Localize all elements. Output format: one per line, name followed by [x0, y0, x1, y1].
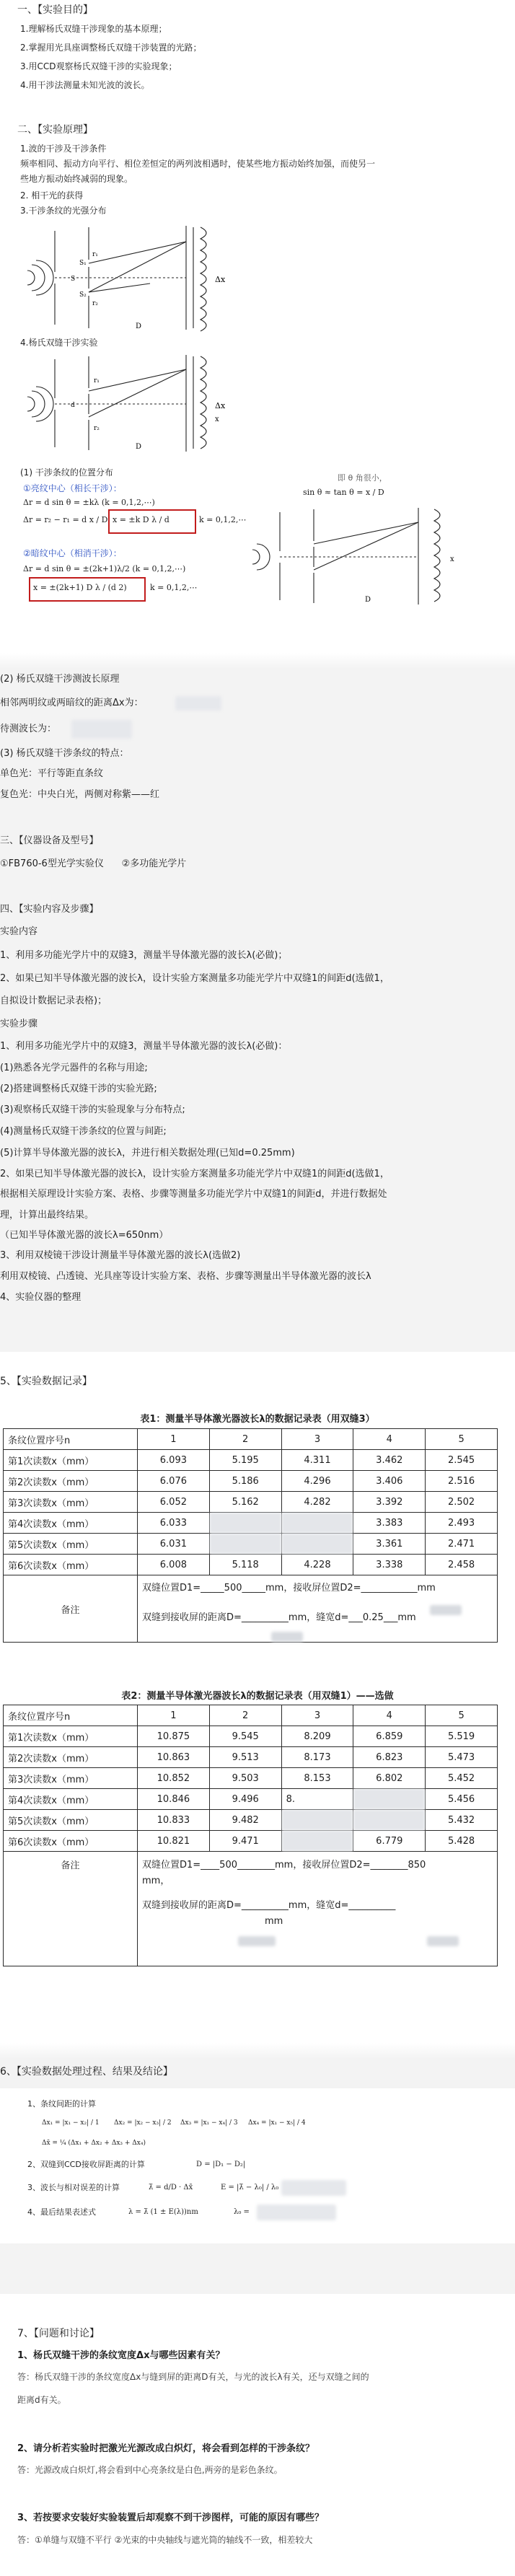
table1-note-line2: 双缝到接收屏的距离D=__________mm，缝宽d=___0.25___mm: [142, 1612, 416, 1623]
content-st4: 4、实验仪器的整理: [0, 1292, 82, 1303]
redacted-cell: [281, 1534, 353, 1555]
principle-s1-text1: 频率相同、振动方向平行、相位差恒定的两列波相遇时，使某些地方振动始终加强，而使另一: [20, 159, 376, 169]
table2-header-cell: 条纹位置序号n: [4, 1705, 138, 1726]
table-cell: 9.545: [209, 1726, 281, 1747]
table-cell: 5.456: [426, 1789, 498, 1810]
table1-header-cell: 2: [209, 1429, 281, 1450]
small-angle-eq: sin θ ≈ tan θ = x / D: [303, 488, 384, 497]
table-cell: 6.859: [353, 1726, 426, 1747]
row-label: 第2次读数x（mm）: [4, 1747, 138, 1768]
principle-s2-title: 2. 相干光的获得: [20, 190, 84, 201]
table2-note-line2b: mm: [265, 1916, 283, 1927]
proc-i1-eq2: Δx₂ = |x₂ − x₃| / 2: [114, 2119, 172, 2127]
table2-header-cell: 4: [353, 1705, 426, 1726]
equipment-line: ①FB760-6型光学实验仪 ②多功能光学片: [0, 858, 187, 869]
table2-header-cell: 5: [426, 1705, 498, 1726]
row-label: 第5次读数x（mm）: [4, 1534, 138, 1555]
proc-i4-eq2: λ₀ =: [234, 2208, 250, 2216]
table-cell: 2.493: [426, 1513, 498, 1534]
note-cell: [138, 1852, 498, 1966]
content-st1b: (2)搭建调整杨氏双缝干涉的实验光路;: [0, 1083, 157, 1094]
table-row: [4, 1534, 498, 1555]
svg-text:x: x: [215, 416, 219, 423]
table-row: [4, 1450, 498, 1471]
table-cell: 3.361: [353, 1534, 426, 1555]
purpose-heading: 一、【实验目的】: [17, 4, 93, 16]
table2-caption: 表2：测量半导体激光器波长λ的数据记录表（用双缝1）——选做: [121, 1691, 394, 1702]
bright-eq2: x = ±k D λ / d: [113, 515, 170, 524]
p3-mono: 单色光：平行等距直条纹: [0, 768, 104, 779]
note-label: 备注: [4, 1575, 138, 1643]
dark-eq1: Δr = d sin θ = ±(2k+1)λ/2 (k = 0,1,2,⋯): [23, 564, 186, 573]
table1-caption: 表1：测量半导体激光器波长λ的数据记录表（用双缝3）: [140, 1414, 375, 1425]
table-cell: 5.186: [209, 1471, 281, 1492]
table-cell: 6.033: [138, 1513, 210, 1534]
table-cell: 6.802: [353, 1768, 426, 1789]
proc-i4: 4、最后结果表述式: [27, 2207, 96, 2217]
table-cell: 6.779: [353, 1831, 426, 1852]
content-st2b: 根据相关原理设计实验方案、表格、步骤等测量多功能光学片中双缝1的间距d，并进行数据处: [0, 1189, 387, 1200]
table1-note-row: [4, 1575, 498, 1643]
row-label: 第3次读数x（mm）: [4, 1768, 138, 1789]
row-label: 第6次读数x（mm）: [4, 1831, 138, 1852]
p2-title: (2) 杨氏双缝干涉测波长原理: [0, 674, 120, 685]
table-row: [4, 1471, 498, 1492]
table1-header-row: [4, 1429, 498, 1450]
table1-header-cell: 条纹位置序号n: [4, 1429, 138, 1450]
discussion-a1a: 答：杨氏双缝干涉的条纹宽度Δx与缝到屏的距离D有关，与光的波长λ有关，还与双缝之间的: [17, 2372, 369, 2382]
purpose-item-4: 4.用干涉法测量未知光波的波长。: [20, 80, 150, 90]
table-cell: 6.052: [138, 1492, 210, 1513]
proc-i3: 3、波长与相对误差的计算: [27, 2183, 120, 2192]
principle-heading: 二、【实验原理】: [17, 124, 93, 136]
table-row: [4, 1768, 498, 1789]
table-row: [4, 1810, 498, 1831]
content-heading: 四、【实验内容及步骤】: [0, 904, 99, 915]
svg-text:D: D: [365, 596, 371, 604]
dark-fringe-title: ②暗纹中心（相消干涉）：: [23, 548, 122, 558]
proc-i1-eq1: Δx₁ = |x₁ − x₂| / 1: [42, 2119, 100, 2127]
svg-text:D: D: [136, 322, 142, 330]
proc-i3-eq: λ̄ = d/D · Δx̄: [149, 2184, 193, 2192]
table2: [3, 1705, 498, 1966]
svg-text:r₁: r₁: [92, 251, 98, 258]
content-st1e: (5)计算半导体激光器的波长λ，并进行相关数据处理(已知d=0.25mm): [0, 1148, 295, 1159]
proc-i1: 1、条纹间距的计算: [27, 2099, 96, 2109]
proc-i1-eq4: Δx₄ = |x₁ − x₅| / 4: [248, 2119, 306, 2127]
table-row: [4, 1513, 498, 1534]
discussion-q3: 3、若按要求安装好实验装置后却观察不到干涉图样，可能的原因有哪些？: [17, 2513, 325, 2523]
table-cell: 3.462: [353, 1450, 426, 1471]
table2-note-line2: 双缝到接收屏的距离D=__________mm，缝宽d=__________: [142, 1900, 396, 1911]
table-cell: 5.162: [209, 1492, 281, 1513]
redacted-cell: [353, 1810, 426, 1831]
table-cell: 2.502: [426, 1492, 498, 1513]
table2-header-cell: 3: [281, 1705, 353, 1726]
table-cell: 3.406: [353, 1471, 426, 1492]
proc-i4-eq: λ = λ̄ (1 ± E(λ))nm: [128, 2208, 198, 2216]
content-st1c: (3)观察杨氏双缝干涉的实验现象与分布特点;: [0, 1104, 185, 1115]
bright-eq1: Δr = d sin θ = ±kλ (k = 0,1,2,⋯): [23, 498, 155, 507]
table-cell: 3.338: [353, 1555, 426, 1575]
table-cell: 6.093: [138, 1450, 210, 1471]
row-label: 第1次读数x（mm）: [4, 1450, 138, 1471]
row-label: 第6次读数x（mm）: [4, 1555, 138, 1575]
table-cell: 5.432: [426, 1810, 498, 1831]
svg-text:d: d: [71, 402, 75, 409]
row-label: 第2次读数x（mm）: [4, 1471, 138, 1492]
table1-note-line1: 双缝位置D1=_____500_____mm，接收屏位置D2=____________mm: [142, 1583, 436, 1593]
table2-header-cell: 1: [138, 1705, 210, 1726]
principle-s4-title: 4.杨氏双缝干涉实验: [20, 338, 98, 348]
table1: [3, 1428, 498, 1643]
purpose-item-2: 2.掌握用光具座调整杨氏双缝干涉装置的光路；: [20, 43, 202, 53]
table-row: [4, 1789, 498, 1810]
redacted-cell: [353, 1789, 426, 1810]
content-st2c: 理，计算出最终结果。: [0, 1210, 94, 1221]
table-row: [4, 1726, 498, 1747]
note-label: 备注: [4, 1852, 138, 1966]
svg-text:D: D: [136, 443, 142, 451]
svg-text:S: S: [71, 276, 76, 283]
table-row: [4, 1492, 498, 1513]
principle-s3-title: 3.干涉条纹的光强分布: [20, 206, 107, 216]
table1-header-cell: 4: [353, 1429, 426, 1450]
svg-text:S₁: S₁: [79, 260, 87, 267]
table2-note-row: [4, 1852, 498, 1966]
table1-header-cell: 3: [281, 1429, 353, 1450]
table2-note-line1b: mm，: [142, 1876, 170, 1886]
content-st1d: (4)测量杨氏双缝干涉条纹的位置与间距;: [0, 1126, 167, 1137]
table-cell: 6.076: [138, 1471, 210, 1492]
redacted-cell: [281, 1810, 353, 1831]
table-cell: 5.519: [426, 1726, 498, 1747]
content-st1: 1、利用多功能光学片中的双缝3，测量半导体激光器的波长λ(必做)：: [0, 1041, 288, 1052]
table1-header-cell: 1: [138, 1429, 210, 1450]
table-cell: 4.311: [281, 1450, 353, 1471]
proc-i1-eq5: Δx̄ = ¼ (Δx₁ + Δx₂ + Δx₃ + Δx₄): [42, 2140, 146, 2147]
principle-s1-title: 1.波的干涉及干涉条件: [20, 144, 107, 154]
table-cell: 2.516: [426, 1471, 498, 1492]
dark-eq2: x = ±(2k+1) D λ / (d 2): [33, 583, 127, 592]
table-cell: 9.513: [209, 1747, 281, 1768]
table-cell: 5.195: [209, 1450, 281, 1471]
bright-fringe-title: ①亮纹中心（相长干涉）：: [23, 483, 122, 493]
table-cell: 10.833: [138, 1810, 210, 1831]
discussion-q2: 2、请分析若实验时把激光光源改成白炽灯，将会看到怎样的干涉条纹？: [17, 2443, 315, 2454]
small-angle-figure: [245, 505, 476, 606]
table-cell: 4.228: [281, 1555, 353, 1575]
redacted-cell: [281, 1513, 353, 1534]
table2-note-line1: 双缝位置D1=____500________mm，接收屏位置D2=________850: [142, 1860, 426, 1871]
proc-i1-eq3: Δx₃ = |x₁ − x₄| / 3: [180, 2119, 238, 2127]
purpose-item-1: 1.理解杨氏双缝干涉现象的基本原理；: [20, 24, 167, 34]
bright-k: k = 0,1,2,⋯: [199, 515, 247, 524]
table-cell: 10.852: [138, 1768, 210, 1789]
table-cell: 8.: [281, 1789, 353, 1810]
young-double-slit-figure: [20, 352, 237, 453]
svg-text:r₁: r₁: [94, 377, 100, 384]
discussion-heading: 7、【问题和讨论】: [17, 2328, 100, 2339]
row-label: 第5次读数x（mm）: [4, 1810, 138, 1831]
proc-i3-eq2: E = |λ̄ − λ₀| / λ₀: [221, 2184, 279, 2192]
p3-white: 复色光：中央白光，两侧对称紫——红: [0, 789, 160, 800]
content-st2d: （已知半导体激光器的波长λ=650nm）: [0, 1230, 169, 1241]
row-label: 第3次读数x（mm）: [4, 1492, 138, 1513]
principle-s1-text2: 些地方振动始终减弱的现象。: [20, 174, 133, 184]
content-sub1: 实验内容: [0, 926, 38, 937]
table-row: [4, 1747, 498, 1768]
row-label: 第4次读数x（mm）: [4, 1513, 138, 1534]
table-row: [4, 1831, 498, 1852]
content-c2: 2、如果已知半导体激光器的波长λ，设计实验方案测量多功能光学片中双缝1的间距d(选做1，: [0, 973, 389, 984]
small-angle-note: 即 θ 角很小，: [338, 473, 387, 483]
equipment-heading: 三、【仪器设备及型号】: [0, 835, 99, 846]
p3-title: (3) 杨氏双缝干涉条纹的特点：: [0, 748, 129, 759]
table-cell: 8.153: [281, 1768, 353, 1789]
discussion-q1: 1、杨氏双缝干涉的条纹宽度Δx与哪些因素有关？: [17, 2350, 225, 2361]
table1-header-cell: 5: [426, 1429, 498, 1450]
svg-text:S₂: S₂: [79, 291, 87, 299]
table-cell: 9.503: [209, 1768, 281, 1789]
table-cell: 10.821: [138, 1831, 210, 1852]
content-st3: 3、利用双棱镜干涉设计测量半导体激光器的波长λ(选做2): [0, 1250, 241, 1261]
svg-text:r₂: r₂: [94, 425, 100, 432]
redacted-cell: [209, 1513, 281, 1534]
svg-text:r₂: r₂: [92, 300, 98, 307]
table-cell: 4.296: [281, 1471, 353, 1492]
content-sub2: 实验步骤: [0, 1019, 38, 1029]
content-st2: 2、如果已知半导体激光器的波长λ，设计实验方案测量多功能光学片中双缝1的间距d(选做1，: [0, 1169, 389, 1179]
principle-s5-title: (1) 干涉条纹的位置分布: [20, 467, 113, 478]
redacted-cell: [209, 1534, 281, 1555]
table-row: [4, 1555, 498, 1575]
table-cell: 10.863: [138, 1747, 210, 1768]
dark-k: k = 0,1,2,⋯: [150, 583, 198, 592]
table-cell: 5.118: [209, 1555, 281, 1575]
proc-i2: 2、双缝到CCD接收屏距离的计算: [27, 2160, 145, 2169]
content-c2b: 自拟设计数据记录表格)；: [0, 995, 107, 1006]
content-st3b: 利用双棱镜、凸透镜、光具座等设计实验方案、表格、步骤等测量出半导体激光器的波长λ: [0, 1271, 371, 1282]
table2-header-cell: 2: [209, 1705, 281, 1726]
table-cell: 9.496: [209, 1789, 281, 1810]
p2-line1: 相邻两明纹或两暗纹的距离Δx为：: [0, 698, 144, 708]
discussion-a1b: 距离d有关。: [17, 2395, 66, 2405]
table-cell: 6.823: [353, 1747, 426, 1768]
records-heading: 5、【实验数据记录】: [0, 1376, 92, 1387]
discussion-a3: 答：①单缝与双缝不平行 ②光束的中央轴线与遮光筒的轴线不一致，相差较大: [17, 2535, 313, 2545]
table-cell: 5.452: [426, 1768, 498, 1789]
table-cell: 9.482: [209, 1810, 281, 1831]
table-cell: 9.471: [209, 1831, 281, 1852]
p2-line2: 待测波长为：: [0, 724, 57, 734]
table-cell: 6.031: [138, 1534, 210, 1555]
table-cell: 2.471: [426, 1534, 498, 1555]
svg-text:Δx: Δx: [215, 275, 226, 284]
interference-intensity-figure: [20, 220, 237, 335]
table-cell: 3.383: [353, 1513, 426, 1534]
processing-heading: 6、【实验数据处理过程、结果及结论】: [0, 2066, 173, 2078]
table-cell: 5.473: [426, 1747, 498, 1768]
discussion-a2: 答：光源改成白炽灯,将会看到中心亮条纹是白色,两旁的是彩色条纹。: [17, 2465, 283, 2475]
bright-eq-left: Δr = r₂ − r₁ = d x / D: [23, 515, 108, 524]
content-c1: 1、利用多功能光学片中的双缝3，测量半导体激光器的波长λ(必做)；: [0, 950, 288, 961]
table-cell: 8.209: [281, 1726, 353, 1747]
table-cell: 2.545: [426, 1450, 498, 1471]
table2-header-row: [4, 1705, 498, 1726]
table-cell: 6.008: [138, 1555, 210, 1575]
purpose-item-3: 3.用CCD观察杨氏双缝干涉的实验现象；: [20, 61, 177, 71]
row-label: 第1次读数x（mm）: [4, 1726, 138, 1747]
redacted-cell: [281, 1831, 353, 1852]
proc-i2-eq: D = |D₁ − D₂|: [196, 2160, 246, 2168]
content-st1a: (1)熟悉各光学元器件的名称与用途;: [0, 1063, 148, 1073]
table-cell: 8.173: [281, 1747, 353, 1768]
table-cell: 4.282: [281, 1492, 353, 1513]
table-cell: 10.846: [138, 1789, 210, 1810]
row-label: 第4次读数x（mm）: [4, 1789, 138, 1810]
table-cell: 10.875: [138, 1726, 210, 1747]
table-cell: 5.428: [426, 1831, 498, 1852]
svg-text:x: x: [450, 555, 454, 563]
table-cell: 2.458: [426, 1555, 498, 1575]
table-cell: 3.392: [353, 1492, 426, 1513]
svg-text:Δx: Δx: [215, 401, 226, 410]
